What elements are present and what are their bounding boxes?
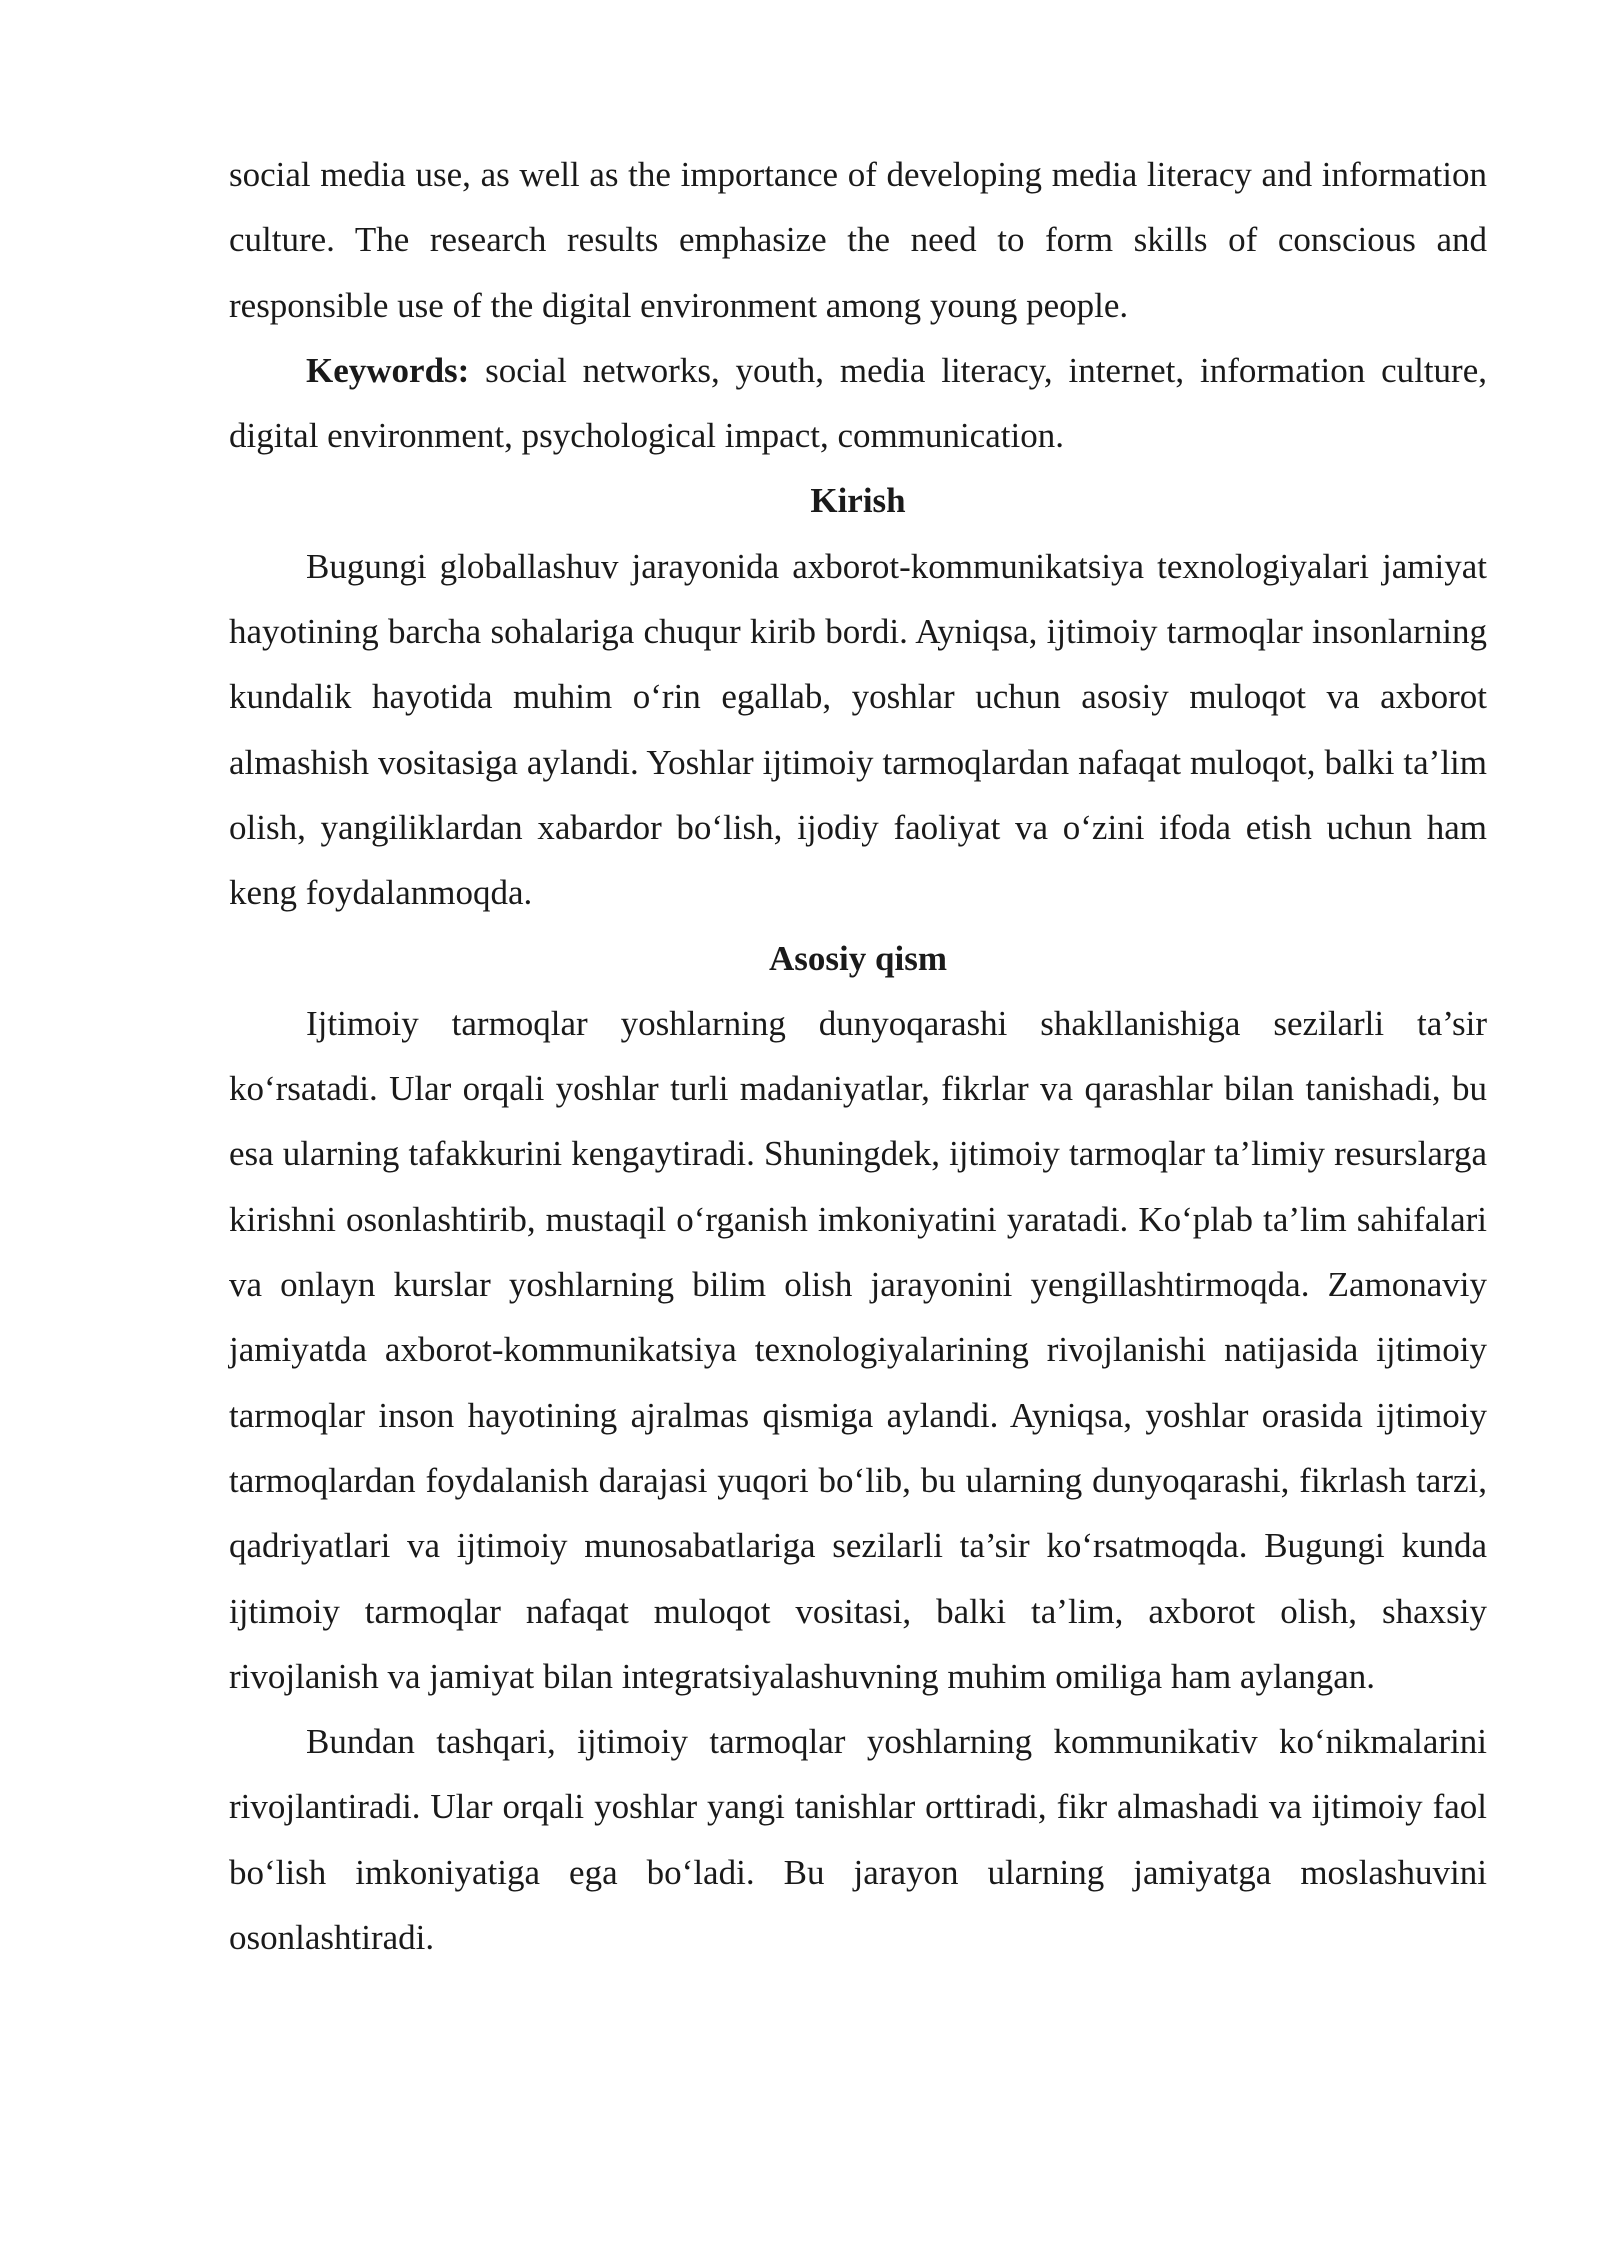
keywords-text: social networks, youth, media literacy, internet, information culture, digital environment, psychological impact, communication. <box>229 350 1487 456</box>
intro-paragraph: Bugungi globallashuv jarayonida axborot-kommunikatsiya texnologiyalari jamiyat hayotining barcha sohalariga chuqur kirib bordi. Ayniqsa, ijtimoiy tarmoqlar insonlarning kundalik hayotida muhim o‘rin egallab, yoshlar uchun asosiy muloqot va axborot almashish vositasiga aylandi. Yoshlar ijtimoiy tarmoqlardan nafaqat muloqot, balki ta’lim olish, yangiliklardan xabardor bo‘lish, ijodiy faoliyat va o‘zini ifoda etish uchun ham keng foydalanmoqda. <box>229 546 1487 913</box>
keywords-label: Keywords: <box>306 350 470 390</box>
main-paragraph-1: Ijtimoiy tarmoqlar yoshlarning dunyoqarashi shakllanishiga sezilarli ta’sir ko‘rsatadi. Ular orqali yoshlar turli madaniyatlar, fikrlar va qarashlar bilan tanishadi, bu esa ularning tafakkurini kengaytiradi. Shuningdek, ijtimoiy tarmoqlar ta’limiy resurslarga kirishni osonlashtirib, mustaqil o‘rganish imkoniyatini yaratadi. Ko‘plab ta’lim sahifalari va onlayn kurslar yoshlarning bilim olish jarayonini yengillashtirmoqda. Zamonaviy jamiyatda axborot-kommunikatsiya texnologiyalarining rivojlanishi natijasida ijtimoiy tarmoqlar inson hayotining ajralmas qismiga aylandi. Ayniqsa, yoshlar orasida ijtimoiy tarmoqlardan foydalanish darajasi yuqori bo‘lib, bu ularning dunyoqarashi, fikrlash tarzi, qadriyatlari va ijtimoiy munosabatlariga sezilarli ta’sir ko‘rsatmoqda. Bugungi kunda ijtimoiy tarmoqlar nafaqat muloqot vositasi, balki ta’lim, axborot olish, shaxsiy rivojlanish va jamiyat bilan integratsiyalashuvning muhim omiliga ham aylangan. <box>229 1003 1487 1696</box>
abstract-paragraph: social media use, as well as the importance of developing media literacy and information culture. The research results emphasize the need to form skills of conscious and responsible use of the digital environment among young people. <box>229 155 1487 325</box>
keywords-paragraph <box>229 338 1487 469</box>
main-paragraph-2: Bundan tashqari, ijtimoiy tarmoqlar yoshlarning kommunikativ ko‘nikmalarini rivojlantiradi. Ular orqali yoshlar yangi tanishlar orttiradi, fikr almashadi va ijtimoiy faol bo‘lish imkoniyatiga ega bo‘ladi. Bu jarayon ularning jamiyatga moslashuvini osonlashtiradi. <box>229 1722 1487 1958</box>
section-heading-intro: Kirish <box>810 481 906 521</box>
document-page <box>229 142 1487 1970</box>
section-heading-main: Asosiy qism <box>769 938 947 978</box>
